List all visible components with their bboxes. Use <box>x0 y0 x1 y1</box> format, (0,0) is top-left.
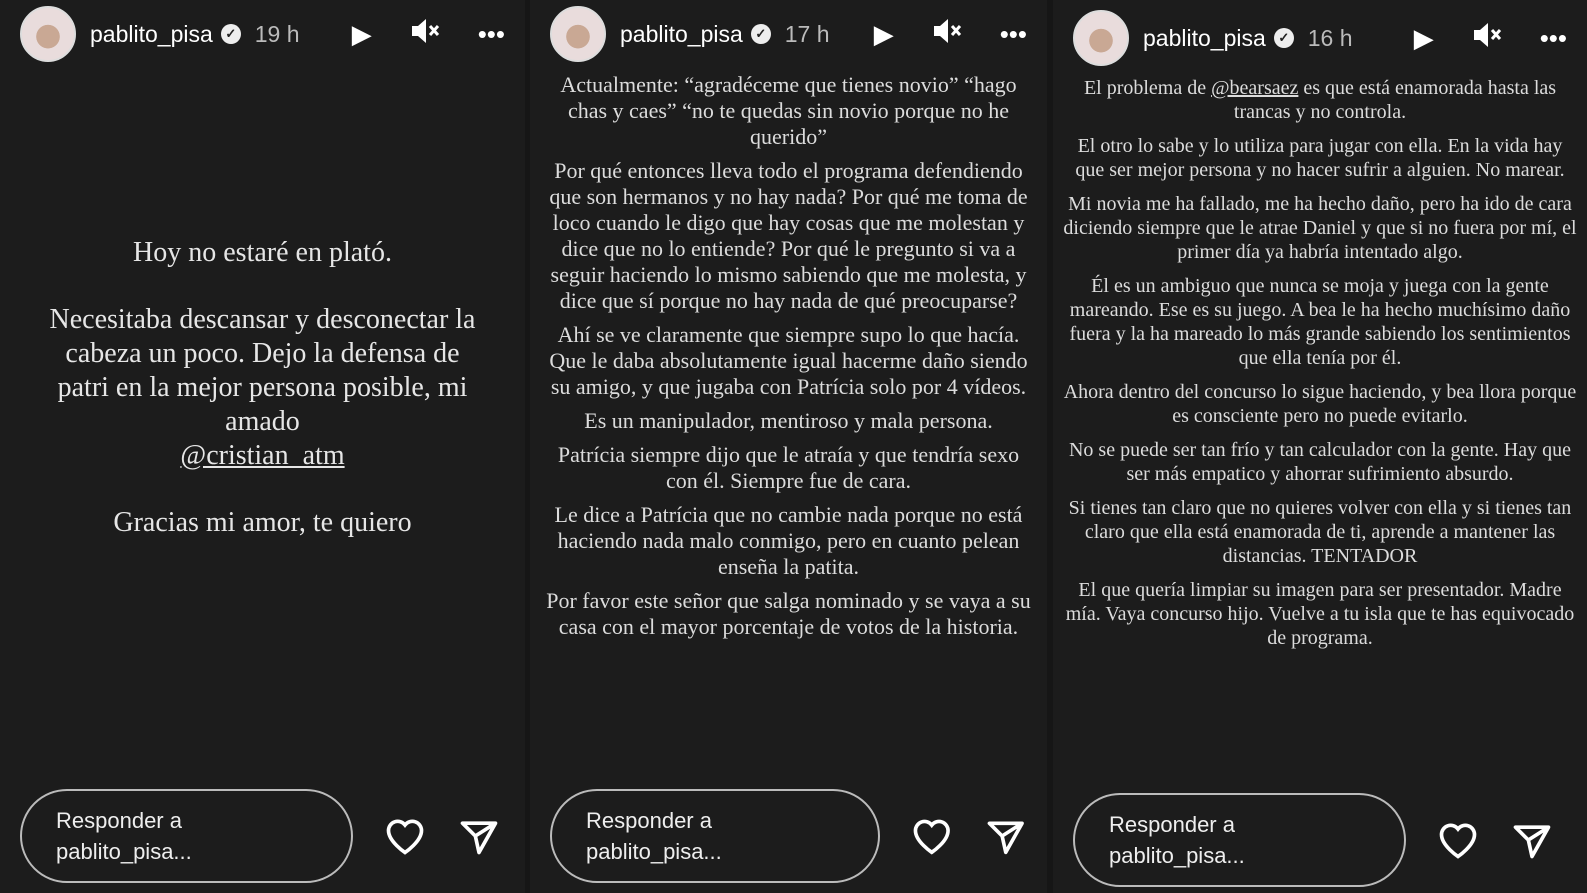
avatar[interactable] <box>1073 10 1129 66</box>
play-icon[interactable]: ▶ <box>873 18 894 49</box>
story-paragraph: Ahí se ve claramente que siempre supo lo que hacía. Que le daba absolutamente igual hacerme daño siendo su amigo, y que jugaba con Patrícia solo por 4 vídeos. <box>549 322 1028 399</box>
mute-icon[interactable] <box>1472 21 1502 56</box>
more-options-icon[interactable]: ••• <box>999 18 1027 49</box>
heart-icon[interactable] <box>383 814 427 858</box>
story-paragraph: Él es un ambiguo que nunca se moja y juega con la gente mareando. Ese es su juego. A bea le ha hecho muchísimo daño fuera y la ha mareado lo más grande sabiendo los sentimientos que ella tenía por él. <box>1069 275 1571 369</box>
story-paragraph: Es un manipulador, mentiroso y mala persona. <box>584 408 993 433</box>
story-panel-3 <box>1053 0 1587 893</box>
timestamp: 17 h <box>784 20 830 47</box>
story-header <box>20 6 505 62</box>
story-paragraph: Por qué entonces lleva todo el programa defendiendo que son hermanos y no hay nada? Por qué me toma de loco cuando le digo que hay cosas que me molestan y dice que no lo entiende? Por qué le pregunto si va a seguir haciendo lo mismo sabiendo que me molesta, y dice que sí porque no hay nada de qué preocuparse? <box>549 158 1028 313</box>
story-panel-2 <box>530 0 1047 893</box>
paragraph-text: El problema de <box>1083 77 1207 99</box>
mention-link[interactable]: @bearsaez <box>1211 77 1299 99</box>
reply-input[interactable]: Responder a pablito_pisa... <box>20 789 353 883</box>
avatar[interactable] <box>20 6 76 62</box>
more-options-icon[interactable]: ••• <box>1539 22 1567 53</box>
verified-badge-icon: ✓ <box>221 24 241 44</box>
story-paragraph: Patrícia siempre dijo que le atraía y que tendría sexo con él. Siempre fue de cara. <box>557 442 1020 493</box>
timestamp: 16 h <box>1307 24 1353 51</box>
story-text <box>0 236 525 573</box>
verified-badge-icon: ✓ <box>1274 28 1294 48</box>
story-paragraph: El otro lo sabe y lo utiliza para jugar con ella. En la vida hay que ser mejor persona y no hacer sufrir a alguien. No marear. <box>1075 135 1565 181</box>
verified-badge-icon: ✓ <box>751 24 771 44</box>
play-icon[interactable]: ▶ <box>351 18 372 49</box>
send-icon[interactable] <box>1510 818 1554 862</box>
story-text <box>1053 76 1587 660</box>
paragraph-text: Necesitaba descansar y desconectar la cabeza un poco. Dejo la defensa de patri en la mejor persona posible, mi amado <box>49 304 476 437</box>
mute-icon[interactable] <box>410 17 440 52</box>
send-icon[interactable] <box>457 814 501 858</box>
story-paragraph <box>40 303 485 439</box>
timestamp: 19 h <box>254 20 300 47</box>
story-paragraph: Gracias mi amor, te quiero <box>113 507 412 538</box>
username[interactable]: pablito_pisa <box>90 20 213 47</box>
story-text <box>530 72 1047 648</box>
story-paragraph <box>1063 76 1577 124</box>
story-paragraph: Le dice a Patrícia que no cambie nada porque no está haciendo nada malo conmigo, pero en cuanto pelean enseña la patita. <box>554 502 1023 579</box>
mute-icon[interactable] <box>932 17 962 52</box>
story-header <box>550 6 1027 62</box>
avatar[interactable] <box>550 6 606 62</box>
mention-link[interactable]: @cristian_atm <box>180 440 345 471</box>
play-icon[interactable]: ▶ <box>1413 22 1434 53</box>
story-paragraph: Hoy no estaré en plató. <box>133 237 392 268</box>
story-panel-1 <box>0 0 525 893</box>
story-paragraph: Si tienes tan claro que no quieres volver con ella y si tienes tan claro que ella está enamorada de ti, aprende a mantener las distancias. TENTADOR <box>1068 497 1572 567</box>
story-paragraph: Mi novia me ha fallado, me ha hecho daño, pero ha ido de cara diciendo siempre que le atrae Daniel y que si no fuera por mí, el primer día ya habría intentado algo. <box>1063 193 1577 263</box>
story-header <box>1073 10 1567 66</box>
reply-input[interactable]: Responder a pablito_pisa... <box>1073 793 1406 887</box>
story-paragraph: No se puede ser tan frío y tan calculador con la gente. Hay que ser más empatico y ahorrar sufrimiento absurdo. <box>1068 439 1572 485</box>
reply-input[interactable]: Responder a pablito_pisa... <box>550 789 880 883</box>
username[interactable]: pablito_pisa <box>1143 24 1266 51</box>
heart-icon[interactable] <box>1436 818 1480 862</box>
story-paragraph: Ahora dentro del concurso lo sigue haciendo, y bea llora porque es consciente pero no puede evitarlo. <box>1063 381 1577 427</box>
story-paragraph: El que quería limpiar su imagen para ser presentador. Madre mía. Vaya concurso hijo. Vuelve a tu isla que te has equivocado de programa. <box>1065 579 1575 649</box>
more-options-icon[interactable]: ••• <box>477 18 505 49</box>
story-paragraph: Por favor este señor que salga nominado y se vaya a su casa con el mayor porcentaje de votos de la historia. <box>546 588 1031 639</box>
heart-icon[interactable] <box>910 814 954 858</box>
paragraph-text: es que está enamorada hasta las trancas y no controla. <box>1233 77 1557 123</box>
send-icon[interactable] <box>984 814 1028 858</box>
story-footer <box>1073 793 1567 887</box>
story-footer <box>550 789 1027 883</box>
username[interactable]: pablito_pisa <box>620 20 743 47</box>
story-paragraph: Actualmente: “agradéceme que tienes novio” “hago chas y caes” “no te quedas sin novio porque no he querido” <box>560 72 1017 149</box>
story-footer <box>20 789 505 883</box>
